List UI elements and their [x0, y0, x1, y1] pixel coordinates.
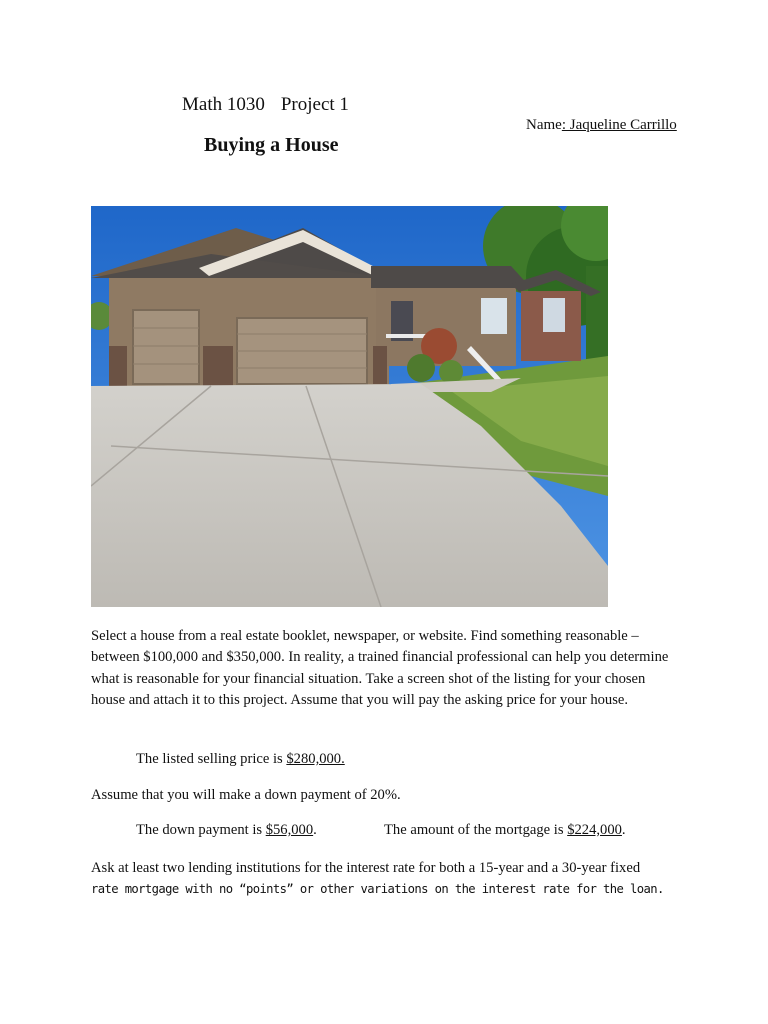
- student-name: [526, 117, 677, 134]
- intro-paragraph: Select a house from a real estate booklet, newspaper, or website. Find something reasonable – between $100,000 and $350,000. In reality, a trained financial professional can help you determine what is reasonable for your financial situation. Take a screen shot of the listing for your chosen house and attach it to this project. Assume that you will pay the asking price for your house.: [91, 628, 669, 709]
- price-label: The listed selling price is: [136, 751, 287, 767]
- lender-instructions-line2: rate mortgage with no “points” or other variations on the interest rate for the loan.: [91, 882, 664, 897]
- lender-instructions-line1: Ask at least two lending institutions for the interest rate for both a 15-year and a 30-year fixed: [91, 860, 641, 876]
- price-line: [136, 751, 345, 768]
- mortgage-label: The amount of the mortgage is: [384, 822, 568, 838]
- down-payment-note: Assume that you will make a down payment of 20%.: [91, 787, 401, 803]
- mortgage-line: The amount of the mortgage is $224,000.: [384, 822, 626, 838]
- page-title: Buying a House: [204, 134, 339, 156]
- course-heading: [182, 94, 349, 116]
- down-payment-line: The down payment is $56,000.: [136, 822, 317, 838]
- down-payment-label: The down payment is: [136, 822, 266, 838]
- price-value: $280,000.: [286, 751, 345, 767]
- name-value: : Jaqueline Carrillo: [561, 117, 677, 133]
- lender-instructions: [91, 858, 671, 901]
- project-number: Project 1: [280, 94, 349, 115]
- name-label: Name: [526, 117, 562, 133]
- down-payment-value: $56,000: [265, 822, 314, 838]
- house-photo: [91, 206, 608, 607]
- mortgage-value: $224,000: [567, 822, 622, 838]
- course-number: Math 1030: [182, 94, 265, 115]
